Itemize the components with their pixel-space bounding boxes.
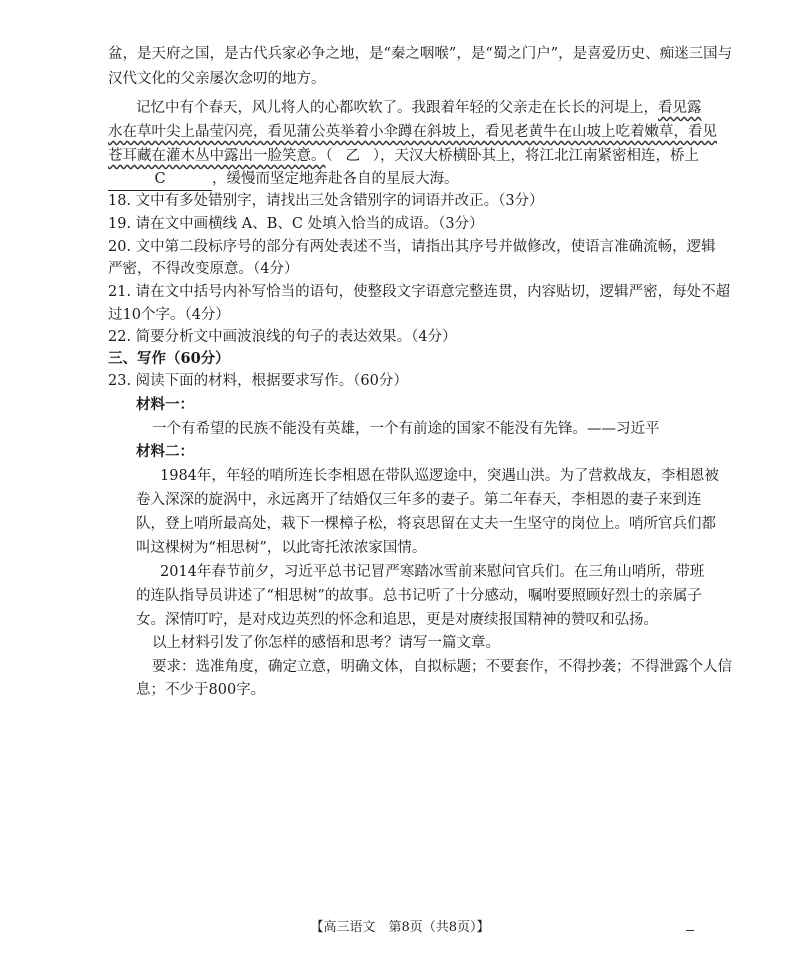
material-1-title: 材料一： [136,396,194,413]
material-2-title: 材料二： [136,443,194,460]
passage-text: ，天汉大桥横卧其上，将江北江南紧密相连，桥上 [380,148,699,164]
writing-prompt: 以上材料引发了你怎样的感悟和思考？请写一篇文章。 [152,635,500,651]
question-20: 20. 文中第二段标序号的部分有两处表述不当，请指出其序号并做修改，使语言准确流畅，逻辑 [108,239,716,255]
passage-line [108,145,699,167]
bracket-open: （ [325,148,333,164]
section-title: 三、写作（60分） [108,350,230,367]
question-21: 21. 请在文中括号内补写恰当的语句，使整段文字语意完整连贯，内容贴切，逻辑严密，每处不超 [108,284,731,300]
passage-text: 记忆中有个春天，风儿将人的心都吹软了。我跟着年轻的父亲走在长长的河堤上， [136,100,658,116]
passage-line [108,168,459,191]
passage-line [108,121,717,143]
passage-line: 汉代文化的父亲屡次念叨的地方。 [108,71,326,87]
passage-line [136,97,702,119]
bracket-label: 乙 [345,148,360,164]
question-21-cont: 过10个字。（4分） [108,307,230,323]
wavy-underlined-text: 看见露 [658,100,702,116]
material-2-line: 2014年春节前夕，习近平总书记冒严寒踏冰雪前来慰问官兵们。在三角山哨所，带班 [160,564,705,580]
question-20-cont: 严密，不得改变原意。（4分） [108,261,299,277]
question-19: 19. 请在文中画横线 A、B、C 处填入恰当的成语。（3分） [108,216,484,232]
blank-c: C [108,168,212,191]
passage-line: 盆，是天府之国，是古代兵家必争之地，是“秦之咽喉”，是“蜀之门户”，是喜爱历史、痴迷三国与 [108,46,733,62]
requirements: 要求：选准角度，确定立意，明确文体，自拟标题；不要套作，不得抄袭；不得泄露个人信 [152,659,732,675]
bracket-close: ） [372,148,380,164]
material-2-line: 卷入深深的旋涡中，永远离开了结婚仅三年多的妻子。第二年春天，李相恩的妻子来到连 [136,492,702,508]
wavy-underlined-text: 苍耳藏在灌木丛中露出一脸笑意。 [108,148,326,164]
material-2-line: 队，登上哨所最高处，栽下一棵樟子松，将哀思留在丈夫一生坚守的岗位上。哨所官兵们都 [136,516,716,532]
question-22: 22. 简要分析文中画波浪线的句子的表达效果。（4分） [108,329,457,345]
material-2-line: 叫这棵树为“相思树”，以此寄托浓浓家国情。 [136,540,427,556]
material-1-text: 一个有希望的民族不能没有英雄，一个有前途的国家不能没有先锋。——习近平 [152,421,660,437]
material-2-line: 1984年，年轻的哨所连长李相恩在带队巡逻途中，突遇山洪。为了营救战友，李相恩被 [160,468,719,484]
page-mark [686,930,694,931]
material-2-line: 女。深情叮咛，是对戍边英烈的怀念和追思，更是对赓续报国精神的赞叹和弘扬。 [136,612,658,628]
wavy-underlined-text: 水在草叶尖上晶莹闪亮，看见蒲公英举着小伞蹲在斜坡上，看见老黄牛在山坡上吃着嫩草，看见 [108,124,717,140]
page-footer: 【高三语文 第8页（共8页）】 [310,920,490,935]
passage-text: ，缓慢而坚定地奔赴各自的星辰大海。 [212,171,459,187]
question-23: 23. 阅读下面的材料，根据要求写作。（60分） [108,373,408,389]
requirements-cont: 息；不少于800字。 [136,682,266,698]
question-18: 18. 文中有多处错别字，请找出三处含错别字的词语并改正。（3分） [108,193,544,209]
material-2-line: 的连队指导员讲述了“相思树”的故事。总书记听了十分感动，嘱咐要照顾好烈士的亲属子 [136,588,702,604]
